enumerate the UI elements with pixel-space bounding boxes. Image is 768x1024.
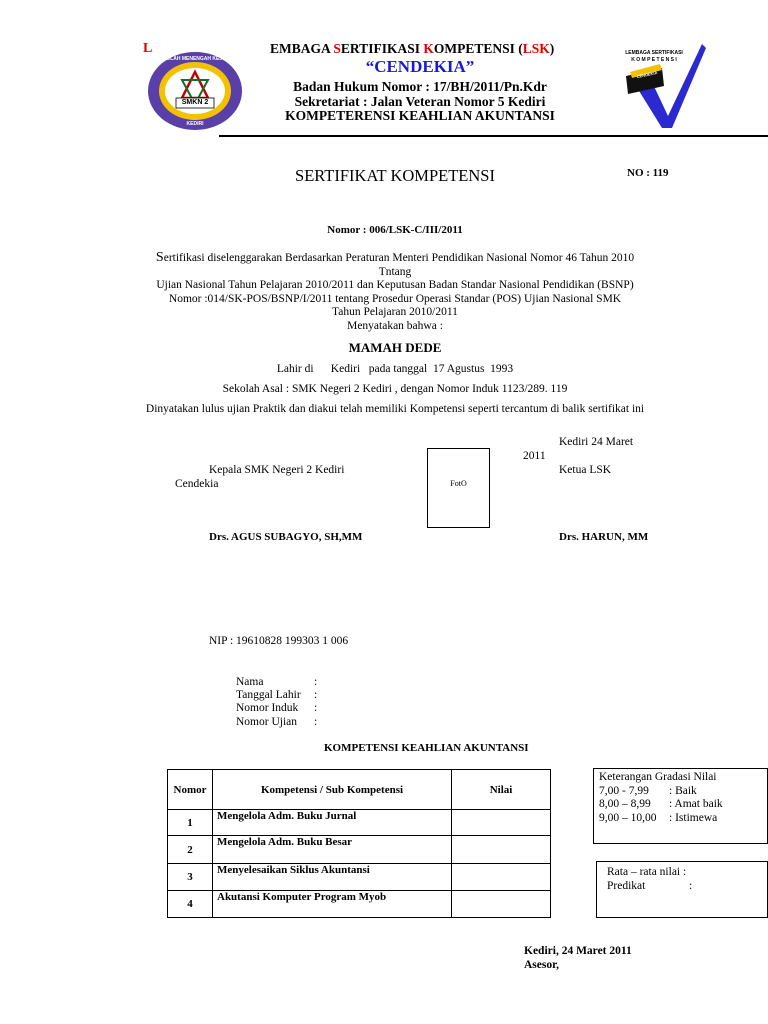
org-name	[270, 41, 570, 57]
grading-row	[594, 785, 767, 799]
average-label: Rata – rata nilai :	[607, 866, 687, 878]
lsk-logo-ribbon: CENDEKIA	[636, 69, 658, 80]
legal-entity: Badan Hukum Nomor : 17/BH/2011/Pn.Kdr	[293, 79, 547, 94]
intro-line-text: ertifikasi diselenggarakan Berdasarkan Peraturan Menteri Pendidikan Nasional Nomor 46 Tahun 2010	[163, 252, 635, 264]
birth-info: Lahir di Kediri pada tanggal 17 Agustus 1993	[276, 363, 514, 375]
certificate-title: SERTIFIKAT KOMPETENSI	[295, 166, 495, 185]
competency-table	[167, 769, 551, 918]
school-logo-ring-top: SEKOLAH MENENGAH KEJURUAN NEGERI 2	[156, 56, 265, 62]
footer-role: Asesor,	[524, 959, 560, 971]
table-cell-no: 1	[168, 810, 213, 836]
pass-statement: Dinyatakan lulus ujian Praktik dan diakui telah memiliki Kompetensi seperti tercantum di balik sertifikat ini	[145, 403, 645, 415]
sign-date-part2: 2011	[523, 450, 546, 462]
predicate-row	[597, 880, 767, 894]
table-row	[168, 836, 551, 864]
grading-row	[594, 812, 767, 826]
org-name-part: OMPETENSI (	[433, 41, 523, 56]
table-header-row	[168, 770, 551, 810]
grading-label: : Baik	[669, 784, 697, 797]
intro-dropcap: S	[155, 250, 164, 265]
decree-number: Nomor : 006/LSK-C/III/2011	[327, 224, 463, 236]
predicate-label: Predikat	[607, 879, 646, 892]
table-cell-no: 3	[168, 864, 213, 891]
org-name-part: EMBAGA	[270, 41, 334, 56]
identity-label: Nomor Induk	[236, 702, 299, 715]
identity-colon: :	[314, 702, 318, 715]
table-header-cell: Nilai	[452, 770, 551, 810]
table-cell-name: Mengelola Adm. Buku Besar	[213, 836, 452, 864]
org-name-initial-k: K	[423, 41, 434, 56]
intro-paragraph	[130, 251, 660, 333]
table-cell-name: Mengelola Adm. Buku Jurnal	[213, 810, 452, 836]
right-signer-title: Ketua LSK	[559, 464, 612, 476]
grading-range: 9,00 – 10,00	[599, 811, 657, 824]
org-name-part: )	[549, 41, 555, 56]
nip: NIP : 19610828 199303 1 006	[209, 635, 349, 647]
lsk-logo-line1: LEMBAGA SERTIFIKASI	[625, 50, 683, 56]
header-left-letter: L	[143, 41, 153, 56]
table-cell-value	[452, 810, 551, 836]
identity-block	[236, 676, 336, 729]
school-logo-ring-bottom: KEDIRI	[186, 121, 204, 127]
school-logo-center-text: SMKN 2	[181, 99, 209, 106]
table-cell-value	[452, 836, 551, 864]
recipient-name: MAMAH DEDE	[348, 340, 442, 355]
school-logo	[146, 50, 265, 132]
left-signer-title: Kepala SMK Negeri 2 Kediri	[209, 464, 345, 476]
identity-row	[236, 702, 336, 715]
identity-colon: :	[314, 676, 318, 688]
table-row	[168, 891, 551, 918]
school-info: Sekolah Asal : SMK Negeri 2 Kediri , dengan Nomor Induk 1123/289. 119	[222, 383, 568, 395]
table-cell-no: 4	[168, 891, 213, 918]
table-row	[168, 810, 551, 836]
header-divider	[219, 135, 768, 137]
org-name-part: ERTIFIKASI	[340, 41, 424, 56]
grading-range: 7,00 - 7,99	[599, 784, 649, 797]
table-cell-name: Akutansi Komputer Program Myob	[213, 891, 452, 918]
identity-row	[236, 716, 336, 729]
lsk-logo	[622, 42, 708, 130]
right-signer-name: Drs. HARUN, MM	[559, 531, 649, 543]
identity-row	[236, 689, 336, 702]
school-logo-icon	[146, 50, 265, 132]
intro-line: Ujian Nasional Tahun Pelajaran 2010/2011 dan Keputusan Badan Standar Nasional Pendidikan (BSNP)	[156, 279, 634, 291]
grading-label: : Amat baik	[669, 798, 723, 810]
table-cell-value	[452, 891, 551, 918]
identity-colon: :	[314, 689, 318, 702]
org-short-name: “CENDEKIA”	[365, 57, 475, 76]
left-signer-org: Cendekia	[175, 478, 219, 490]
table-header-cell: Nomor	[168, 770, 213, 810]
grading-legend	[593, 768, 768, 844]
predicate-colon: :	[689, 879, 693, 892]
table-cell-no: 2	[168, 836, 213, 864]
left-signer-name: Drs. AGUS SUBAGYO, SH,MM	[209, 531, 363, 543]
table-cell-name: Menyelesaikan Siklus Akuntansi	[213, 864, 452, 891]
table-header-cell: Kompetensi / Sub Kompetensi	[213, 770, 452, 810]
intro-line: Tntang	[378, 265, 412, 278]
org-name-initial-s: S	[333, 41, 341, 56]
competency-field: KOMPETERENSI KEAHLIAN AKUNTANSI	[285, 108, 555, 123]
table-title: KOMPETENSI KEAHLIAN AKUNTANSI	[324, 742, 529, 754]
identity-label: Nama	[236, 676, 264, 688]
photo-placeholder	[427, 448, 490, 528]
grading-range: 8,00 – 8,99	[599, 798, 651, 810]
identity-label: Nomor Ujian	[236, 715, 298, 728]
intro-line: Nomor :014/SK-POS/BSNP/I/2011 tentang Prosedur Operasi Standar (POS) Ujian Nasional SMK	[168, 292, 622, 305]
average-box	[596, 861, 768, 918]
org-name-lsk: LSK	[522, 41, 550, 56]
identity-label: Tanggal Lahir	[236, 689, 301, 702]
intro-line: Tahun Pelajaran 2010/2011	[332, 306, 458, 318]
identity-row	[236, 676, 336, 689]
intro-line	[130, 251, 660, 266]
grading-title: Keterangan Gradasi Nilai	[599, 771, 717, 783]
table-cell-value	[452, 864, 551, 891]
secretariat: Sekretariat : Jalan Veteran Nomor 5 Kediri	[294, 94, 546, 109]
certificate-number-label: NO : 119	[627, 167, 669, 179]
sign-date-part1: Kediri 24 Maret	[559, 436, 634, 448]
grading-row	[594, 798, 767, 812]
grading-label: : Istimewa	[669, 811, 718, 824]
identity-colon: :	[314, 715, 318, 728]
footer-date: Kediri, 24 Maret 2011	[524, 945, 632, 957]
table-row	[168, 864, 551, 891]
photo-label: FotO	[450, 479, 467, 488]
intro-line: Menyatakan bahwa :	[347, 319, 443, 332]
lsk-logo-line2: K O M P E T E N S I	[631, 57, 677, 63]
